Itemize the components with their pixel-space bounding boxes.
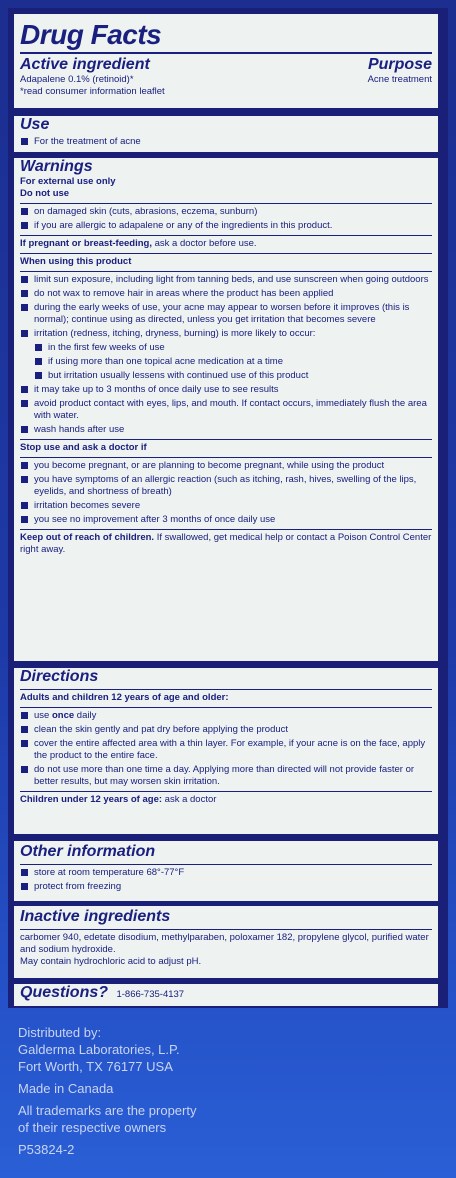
list-item: if using more than one topical acne medication at a time xyxy=(34,356,432,368)
trademark-line-1: All trademarks are the property xyxy=(18,1103,197,1118)
divider xyxy=(20,929,432,930)
list-item: during the early weeks of use, your acne may appear to worsen before it improves (this is normal); continue using as directed, unless you get irritation that becomes severe xyxy=(20,302,432,326)
questions-heading: Questions? xyxy=(20,984,109,1001)
list-item: irritation becomes severe xyxy=(20,500,432,512)
inactive-text: carbomer 940, edetate disodium, methylparaben, poloxamer 182, propylene glycol, purified water and sodium hydroxide. xyxy=(20,932,429,955)
divider xyxy=(20,271,432,272)
title-box xyxy=(14,14,438,108)
divider xyxy=(20,253,432,254)
list-item: store at room temperature 68°-77°F xyxy=(20,867,432,879)
list-item: clean the skin gently and pat dry before applying the product xyxy=(20,724,432,736)
drug-facts-title: Drug Facts xyxy=(20,19,162,50)
list-item: in the first few weeks of use xyxy=(34,342,432,354)
questions-box xyxy=(14,984,438,1006)
distributed-by: Distributed by: xyxy=(18,1025,102,1040)
use-box xyxy=(14,116,438,152)
list-item: if you are allergic to adapalene or any of the ingredients in this product. xyxy=(20,220,432,232)
other-info-box xyxy=(14,841,438,901)
divider xyxy=(20,864,432,865)
do-not-use-list xyxy=(20,206,432,232)
other-info-list xyxy=(20,867,432,893)
when-using-list xyxy=(20,274,432,340)
warnings-heading: Warnings xyxy=(20,158,93,175)
company-name: Galderma Laboratories, L.P. xyxy=(18,1042,180,1057)
divider xyxy=(20,689,432,690)
trademark-line-2: of their respective owners xyxy=(18,1120,167,1135)
divider xyxy=(20,439,432,440)
list-item: limit sun exposure, including light from tanning beds, and use sunscreen when going outdoors xyxy=(20,274,432,286)
list-item: but irritation usually lessens with continued use of this product xyxy=(34,370,432,382)
list-item: protect from freezing xyxy=(20,881,432,893)
directions-heading: Directions xyxy=(20,668,99,685)
divider xyxy=(20,791,432,792)
irritation-list xyxy=(20,342,432,382)
footer xyxy=(18,1024,196,1158)
list-item: it may take up to 3 months of once daily use to see results xyxy=(20,384,432,396)
purpose-heading: Purpose xyxy=(367,56,432,73)
list-item: you have symptoms of an allergic reaction (such as itching, rash, hives, swelling of the lips, eyelids, and shortness of breath) xyxy=(20,474,432,498)
product-code: P53824-2 xyxy=(18,1142,75,1157)
children-directions: Children under 12 years of age: ask a doctor xyxy=(20,794,217,805)
use-list xyxy=(20,136,432,148)
stop-use-list xyxy=(20,460,432,526)
list-item: wash hands after use xyxy=(20,424,432,436)
list-item: For the treatment of acne xyxy=(20,136,432,148)
inactive-heading: Inactive ingredients xyxy=(20,908,171,925)
purpose-text: Acne treatment xyxy=(367,74,432,85)
divider xyxy=(20,457,432,458)
external-use: For external use only xyxy=(20,176,116,187)
list-item: on damaged skin (cuts, abrasions, eczema, sunburn) xyxy=(20,206,432,218)
divider xyxy=(20,235,432,236)
warnings-box xyxy=(14,158,438,661)
inactive-box xyxy=(14,906,438,978)
made-in: Made in Canada xyxy=(18,1081,114,1096)
directions-list xyxy=(20,710,432,788)
list-item: do not wax to remove hair in areas where the product has been applied xyxy=(20,288,432,300)
other-info-heading: Other information xyxy=(20,843,156,860)
company-address: Fort Worth, TX 76177 USA xyxy=(18,1059,173,1074)
list-item: you see no improvement after 3 months of once daily use xyxy=(20,514,432,526)
when-using-list-2 xyxy=(20,384,432,436)
do-not-use-heading: Do not use xyxy=(20,188,70,199)
divider xyxy=(20,52,432,54)
pregnant-warning: If pregnant or breast-feeding, ask a doctor before use. xyxy=(20,238,257,249)
directions-box xyxy=(14,668,438,834)
keep-out-warning: Keep out of reach of children. If swallowed, get medical help or contact a Poison Control Center right away. xyxy=(20,532,432,555)
list-item: irritation (redness, itching, dryness, burning) is more likely to occur: xyxy=(20,328,432,340)
divider xyxy=(20,529,432,530)
active-ingredient: Adapalene 0.1% (retinoid)* xyxy=(20,74,134,85)
active-heading: Active ingredient xyxy=(20,56,150,73)
list-item: avoid product contact with eyes, lips, and mouth. If contact occurs, immediately flush the area with water. xyxy=(20,398,432,422)
list-item: use once daily xyxy=(20,710,432,722)
active-note: *read consumer information leaflet xyxy=(20,86,165,97)
when-using-heading: When using this product xyxy=(20,256,132,267)
active-row xyxy=(20,56,432,98)
questions-phone: 1-866-735-4137 xyxy=(116,989,185,1000)
list-item: do not use more than one time a day. Applying more than directed will not provide faster or better results, but may worsen skin irritation. xyxy=(20,764,432,788)
list-item: cover the entire affected area with a thin layer. For example, if your acne is on the face, apply the product to the entire face. xyxy=(20,738,432,762)
adults-heading: Adults and children 12 years of age and older: xyxy=(20,692,229,703)
stop-use-heading: Stop use and ask a doctor if xyxy=(20,442,147,453)
divider xyxy=(20,707,432,708)
divider xyxy=(20,203,432,204)
inactive-note: May contain hydrochloric acid to adjust pH. xyxy=(20,956,202,967)
use-heading: Use xyxy=(20,116,50,133)
list-item: you become pregnant, or are planning to become pregnant, while using the product xyxy=(20,460,432,472)
